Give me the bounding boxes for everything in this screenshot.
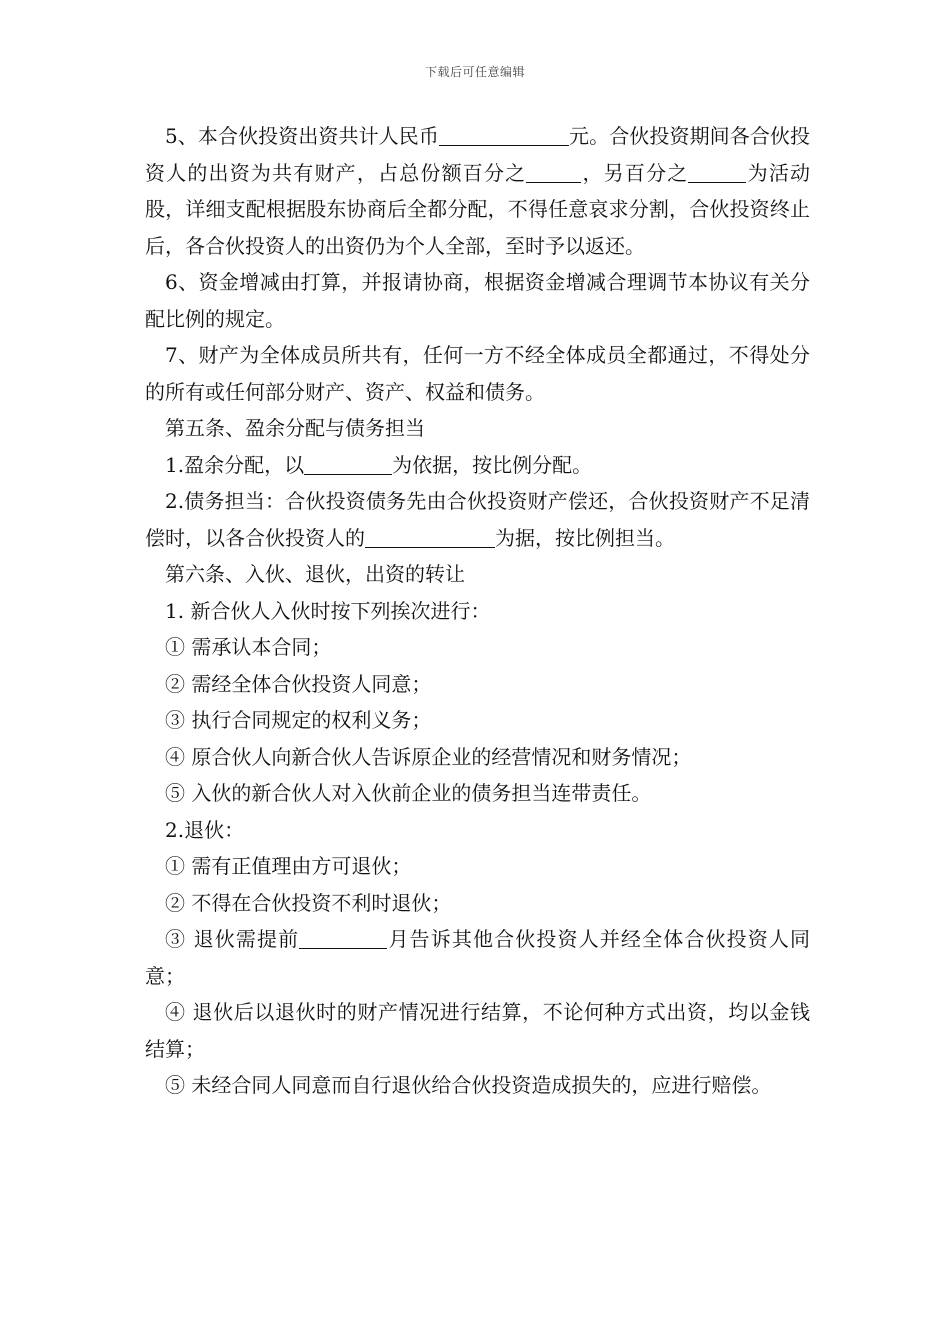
fill-in-blank (365, 527, 495, 548)
paragraph-p3 (145, 337, 810, 410)
paragraph-p17 (145, 921, 810, 994)
document-body (145, 118, 810, 1104)
text-segment: 6、资金增减由打算，并报请协商，根据资金增减合理调节本协议有关分配比例的规定。 (145, 270, 810, 331)
paragraph-p19 (145, 1067, 810, 1104)
text-segment: 7、财产为全体成员所共有，任何一方不经全体成员全都通过，不得处分的所有或任何部分财产、资产、权益和债务。 (145, 343, 810, 404)
text-segment: 2.债务担当：合伙投资债务先由合伙投资财产偿还，合伙投资财产不足清偿时，以各合伙投资人的 (145, 489, 810, 550)
fill-in-blank (526, 162, 581, 183)
paragraph-p8 (145, 593, 810, 630)
paragraph-p16 (145, 885, 810, 922)
text-segment: 2.退伙： (165, 817, 245, 842)
text-segment: 第六条、入伙、退伙，出资的转让 (165, 562, 465, 586)
text-segment: 1. 新合伙人入伙时按下列挨次进行： (165, 598, 491, 623)
paragraph-p14 (145, 812, 810, 849)
text-segment: 5、本合伙投资出资共计人民币 (165, 124, 439, 148)
text-segment: ④ 退伙后以退伙时的财产情况进行结算，不论何种方式出资，均以金钱结算； (145, 1000, 810, 1061)
paragraph-p2 (145, 264, 810, 337)
paragraph-p10 (145, 666, 810, 703)
text-segment: 1.盈余分配，以 (165, 452, 305, 477)
text-segment: ④ 原合伙人向新合伙人告诉原企业的经营情况和财务情况； (165, 744, 692, 769)
page-header: 下载后可任意编辑 (424, 65, 525, 79)
text-segment: ⑤ 入伙的新合伙人对入伙前企业的债务担当连带责任。 (165, 781, 652, 805)
paragraph-p18 (145, 994, 810, 1067)
fill-in-blank (688, 162, 746, 183)
paragraph-p1 (145, 118, 810, 264)
text-segment: 元。合伙投资期间各合伙投资人的出资为共有财产，占总份额百分之 (145, 124, 810, 185)
paragraph-p15 (145, 848, 810, 885)
text-segment: 为据，按比例担当。 (495, 525, 675, 550)
text-segment: 月告诉其他合伙投资人并经全体合伙投资人同意； (145, 927, 811, 988)
fill-in-blank (439, 125, 569, 146)
fill-in-blank (304, 454, 392, 475)
text-segment: ⑤ 未经合同人同意而自行退伙给合伙投资造成损失的，应进行赔偿。 (165, 1073, 772, 1097)
paragraph-p13 (145, 775, 810, 812)
fill-in-blank (299, 928, 387, 949)
text-segment: ② 不得在合伙投资不利时退伙； (165, 890, 452, 915)
text-segment: ① 需有正值理由方可退伙； (165, 854, 412, 878)
text-segment: ，另百分之 (581, 160, 689, 185)
paragraph-p9 (145, 629, 810, 666)
text-segment: ③ 退伙需提前 (165, 927, 300, 951)
text-segment: ① 需承认本合同； (165, 635, 332, 659)
paragraph-p6 (145, 483, 810, 556)
text-segment: 第五条、盈余分配与债务担当 (165, 416, 425, 440)
paragraph-p11 (145, 702, 810, 739)
text-segment: ② 需经全体合伙投资人同意； (165, 671, 432, 696)
paragraph-p5 (145, 447, 810, 484)
paragraph-p12 (145, 739, 810, 776)
paragraph-p7 (145, 556, 810, 593)
text-segment: ③ 执行合同规定的权利义务； (165, 708, 432, 732)
paragraph-p4 (145, 410, 810, 447)
text-segment: 为依据，按比例分配。 (392, 452, 593, 477)
text-segment: 为活动股，详细支配根据股东协商后全都分配，不得任意哀求分割，合伙投资终止后，各合伙投资人的出资仍为个人全部，至时予以返还。 (145, 160, 811, 258)
